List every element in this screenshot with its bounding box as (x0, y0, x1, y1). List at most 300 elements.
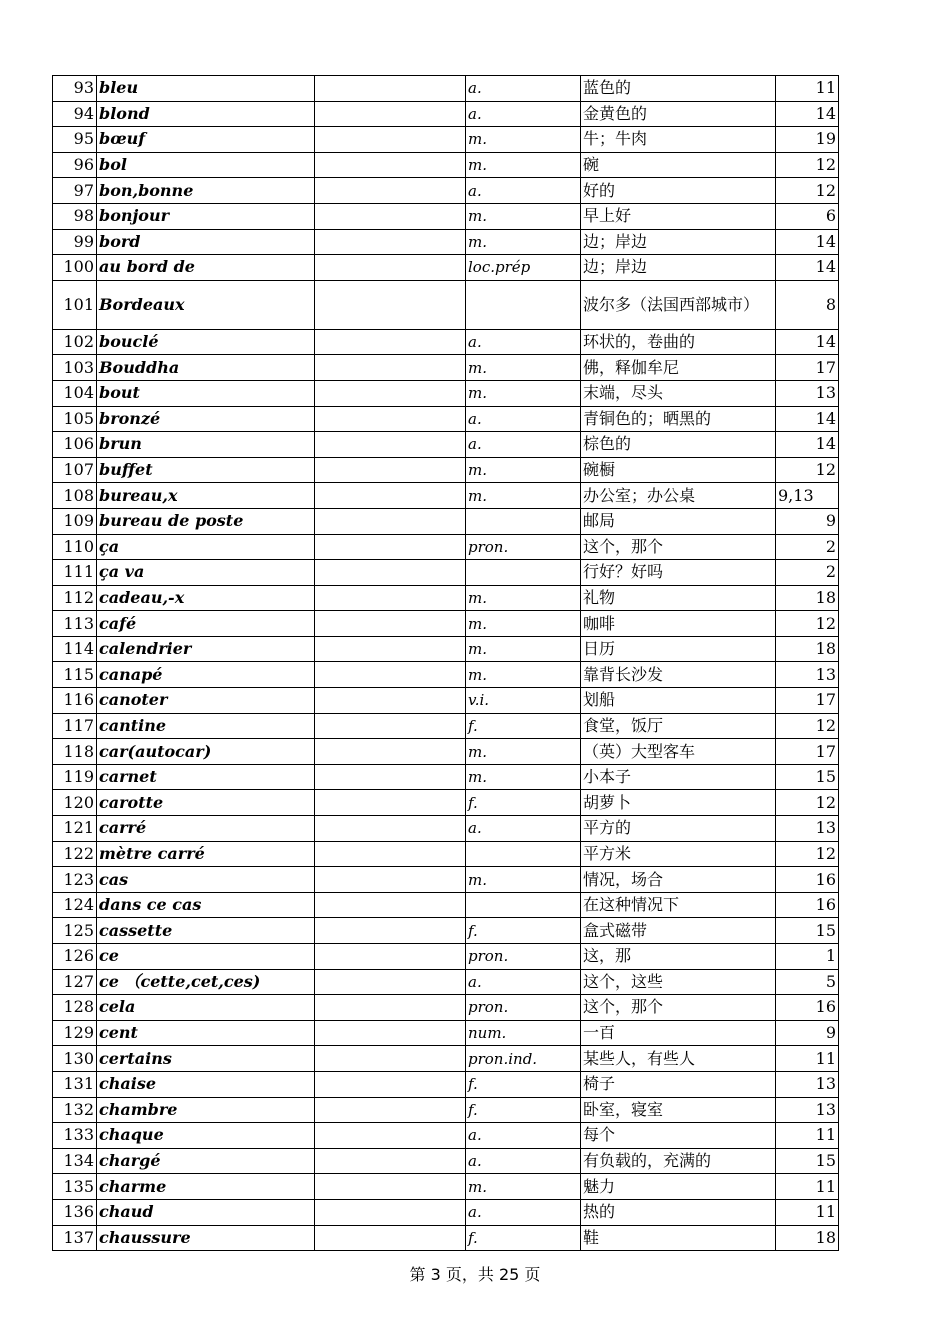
french-word: dans ce cas (97, 892, 315, 918)
part-of-speech (466, 280, 581, 329)
french-word: certains (97, 1046, 315, 1072)
lesson-number: 9 (776, 508, 839, 534)
entry-number: 126 (53, 944, 97, 970)
entry-number: 99 (53, 229, 97, 255)
part-of-speech (466, 508, 581, 534)
chinese-meaning: 鞋 (581, 1225, 776, 1251)
blank-cell (315, 229, 466, 255)
french-word: ça va (97, 560, 315, 586)
part-of-speech: pron. (466, 995, 581, 1021)
lesson-number: 11 (776, 1123, 839, 1149)
french-word: bouclé (97, 329, 315, 355)
lesson-number: 13 (776, 662, 839, 688)
lesson-number: 12 (776, 713, 839, 739)
lesson-number: 12 (776, 178, 839, 204)
lesson-number: 5 (776, 969, 839, 995)
part-of-speech: a. (466, 432, 581, 458)
chinese-meaning: 这个，这些 (581, 969, 776, 995)
french-word: bureau de poste (97, 508, 315, 534)
chinese-meaning: 平方的 (581, 816, 776, 842)
lesson-number: 12 (776, 152, 839, 178)
chinese-meaning: 平方米 (581, 841, 776, 867)
lesson-number: 18 (776, 1225, 839, 1251)
table-row (53, 1174, 839, 1200)
lesson-number: 17 (776, 739, 839, 765)
lesson-number: 11 (776, 1199, 839, 1225)
french-word: cadeau,-x (97, 585, 315, 611)
blank-cell (315, 127, 466, 153)
table-row (53, 255, 839, 281)
chinese-meaning: 热的 (581, 1199, 776, 1225)
part-of-speech: m. (466, 380, 581, 406)
table-row (53, 1148, 839, 1174)
french-word: bureau,x (97, 483, 315, 509)
chinese-meaning: 椅子 (581, 1071, 776, 1097)
chinese-meaning: 日历 (581, 636, 776, 662)
table-row (53, 280, 839, 329)
entry-number: 111 (53, 560, 97, 586)
blank-cell (315, 76, 466, 102)
blank-cell (315, 355, 466, 381)
part-of-speech: m. (466, 764, 581, 790)
french-word: chaise (97, 1071, 315, 1097)
french-word: bol (97, 152, 315, 178)
entry-number: 94 (53, 101, 97, 127)
blank-cell (315, 1123, 466, 1149)
table-row (53, 662, 839, 688)
lesson-number: 9,13 (776, 483, 839, 509)
french-word: blond (97, 101, 315, 127)
lesson-number: 2 (776, 560, 839, 586)
part-of-speech: m. (466, 483, 581, 509)
chinese-meaning: 礼物 (581, 585, 776, 611)
lesson-number: 12 (776, 611, 839, 637)
chinese-meaning: 这个，那个 (581, 995, 776, 1021)
table-row (53, 944, 839, 970)
table-row (53, 1020, 839, 1046)
entry-number: 133 (53, 1123, 97, 1149)
blank-cell (315, 1097, 466, 1123)
lesson-number: 9 (776, 1020, 839, 1046)
part-of-speech: f. (466, 1225, 581, 1251)
table-row (53, 969, 839, 995)
french-word: café (97, 611, 315, 637)
entry-number: 102 (53, 329, 97, 355)
french-word: cela (97, 995, 315, 1021)
chinese-meaning: 碗橱 (581, 457, 776, 483)
entry-number: 131 (53, 1071, 97, 1097)
entry-number: 132 (53, 1097, 97, 1123)
chinese-meaning: 边；岸边 (581, 229, 776, 255)
chinese-meaning: 靠背长沙发 (581, 662, 776, 688)
part-of-speech: f. (466, 918, 581, 944)
blank-cell (315, 636, 466, 662)
entry-number: 117 (53, 713, 97, 739)
lesson-number: 1 (776, 944, 839, 970)
entry-number: 123 (53, 867, 97, 893)
entry-number: 124 (53, 892, 97, 918)
entry-number: 107 (53, 457, 97, 483)
table-row (53, 560, 839, 586)
chinese-meaning: 碗 (581, 152, 776, 178)
part-of-speech: m. (466, 355, 581, 381)
entry-number: 104 (53, 380, 97, 406)
table-row (53, 1097, 839, 1123)
french-word: bleu (97, 76, 315, 102)
vocabulary-table-body (53, 76, 839, 1251)
blank-cell (315, 203, 466, 229)
table-row (53, 127, 839, 153)
blank-cell (315, 892, 466, 918)
lesson-number: 17 (776, 688, 839, 714)
part-of-speech: a. (466, 1148, 581, 1174)
french-word: mètre carré (97, 841, 315, 867)
entry-number: 110 (53, 534, 97, 560)
blank-cell (315, 280, 466, 329)
lesson-number: 14 (776, 255, 839, 281)
lesson-number: 17 (776, 355, 839, 381)
blank-cell (315, 1174, 466, 1200)
french-word: au bord de (97, 255, 315, 281)
table-row (53, 152, 839, 178)
chinese-meaning: 在这种情况下 (581, 892, 776, 918)
entry-number: 95 (53, 127, 97, 153)
chinese-meaning: 棕色的 (581, 432, 776, 458)
blank-cell (315, 534, 466, 560)
blank-cell (315, 995, 466, 1021)
table-row (53, 841, 839, 867)
blank-cell (315, 483, 466, 509)
part-of-speech: pron.ind. (466, 1046, 581, 1072)
part-of-speech: m. (466, 127, 581, 153)
chinese-meaning: 波尔多（法国西部城市） (581, 280, 776, 329)
chinese-meaning: 小本子 (581, 764, 776, 790)
chinese-meaning: 某些人，有些人 (581, 1046, 776, 1072)
table-row (53, 76, 839, 102)
french-word: canapé (97, 662, 315, 688)
chinese-meaning: 划船 (581, 688, 776, 714)
french-word: bord (97, 229, 315, 255)
part-of-speech: m. (466, 636, 581, 662)
french-word: canoter (97, 688, 315, 714)
blank-cell (315, 508, 466, 534)
blank-cell (315, 432, 466, 458)
chinese-meaning: 邮局 (581, 508, 776, 534)
blank-cell (315, 944, 466, 970)
blank-cell (315, 790, 466, 816)
lesson-number: 15 (776, 918, 839, 944)
blank-cell (315, 457, 466, 483)
chinese-meaning: 末端，尽头 (581, 380, 776, 406)
chinese-meaning: 佛，释伽牟尼 (581, 355, 776, 381)
french-word: brun (97, 432, 315, 458)
french-word: chaussure (97, 1225, 315, 1251)
entry-number: 121 (53, 816, 97, 842)
table-row (53, 739, 839, 765)
lesson-number: 6 (776, 203, 839, 229)
french-word: carré (97, 816, 315, 842)
lesson-number: 12 (776, 457, 839, 483)
entry-number: 122 (53, 841, 97, 867)
part-of-speech: m. (466, 203, 581, 229)
blank-cell (315, 1199, 466, 1225)
entry-number: 130 (53, 1046, 97, 1072)
entry-number: 97 (53, 178, 97, 204)
chinese-meaning: 每个 (581, 1123, 776, 1149)
table-row (53, 892, 839, 918)
blank-cell (315, 1225, 466, 1251)
chinese-meaning: 青铜色的；晒黑的 (581, 406, 776, 432)
chinese-meaning: 金黄色的 (581, 101, 776, 127)
table-row (53, 406, 839, 432)
entry-number: 115 (53, 662, 97, 688)
blank-cell (315, 739, 466, 765)
french-word: calendrier (97, 636, 315, 662)
lesson-number: 18 (776, 585, 839, 611)
lesson-number: 14 (776, 329, 839, 355)
table-row (53, 534, 839, 560)
vocabulary-table (52, 75, 839, 1251)
entry-number: 127 (53, 969, 97, 995)
entry-number: 136 (53, 1199, 97, 1225)
table-row (53, 585, 839, 611)
table-row (53, 918, 839, 944)
french-word: carotte (97, 790, 315, 816)
entry-number: 129 (53, 1020, 97, 1046)
lesson-number: 18 (776, 636, 839, 662)
part-of-speech: loc.prép (466, 255, 581, 281)
blank-cell (315, 841, 466, 867)
table-row (53, 1199, 839, 1225)
table-row (53, 508, 839, 534)
french-word: cassette (97, 918, 315, 944)
entry-number: 108 (53, 483, 97, 509)
chinese-meaning: 早上好 (581, 203, 776, 229)
part-of-speech: a. (466, 406, 581, 432)
french-word: chaque (97, 1123, 315, 1149)
table-row (53, 713, 839, 739)
entry-number: 101 (53, 280, 97, 329)
part-of-speech: a. (466, 816, 581, 842)
french-word: chambre (97, 1097, 315, 1123)
lesson-number: 8 (776, 280, 839, 329)
entry-number: 112 (53, 585, 97, 611)
lesson-number: 13 (776, 380, 839, 406)
chinese-meaning: 盒式磁带 (581, 918, 776, 944)
french-word: bœuf (97, 127, 315, 153)
table-row (53, 611, 839, 637)
french-word: cas (97, 867, 315, 893)
chinese-meaning: 卧室，寝室 (581, 1097, 776, 1123)
entry-number: 134 (53, 1148, 97, 1174)
blank-cell (315, 688, 466, 714)
table-row (53, 867, 839, 893)
part-of-speech: f. (466, 1097, 581, 1123)
chinese-meaning: （英）大型客车 (581, 739, 776, 765)
table-row (53, 380, 839, 406)
part-of-speech: num. (466, 1020, 581, 1046)
lesson-number: 16 (776, 995, 839, 1021)
part-of-speech: a. (466, 329, 581, 355)
french-word: chargé (97, 1148, 315, 1174)
table-row (53, 790, 839, 816)
lesson-number: 15 (776, 764, 839, 790)
part-of-speech: m. (466, 1174, 581, 1200)
entry-number: 103 (53, 355, 97, 381)
lesson-number: 11 (776, 1174, 839, 1200)
lesson-number: 19 (776, 127, 839, 153)
blank-cell (315, 816, 466, 842)
blank-cell (315, 255, 466, 281)
french-word: carnet (97, 764, 315, 790)
chinese-meaning: 魅力 (581, 1174, 776, 1200)
entry-number: 119 (53, 764, 97, 790)
blank-cell (315, 1020, 466, 1046)
part-of-speech: m. (466, 739, 581, 765)
part-of-speech (466, 841, 581, 867)
blank-cell (315, 1046, 466, 1072)
part-of-speech: m. (466, 585, 581, 611)
part-of-speech: v.i. (466, 688, 581, 714)
chinese-meaning: 这，那 (581, 944, 776, 970)
french-word: bonjour (97, 203, 315, 229)
french-word: ce (97, 944, 315, 970)
french-word: bronzé (97, 406, 315, 432)
french-word: Bouddha (97, 355, 315, 381)
lesson-number: 2 (776, 534, 839, 560)
blank-cell (315, 918, 466, 944)
blank-cell (315, 560, 466, 586)
blank-cell (315, 406, 466, 432)
entry-number: 96 (53, 152, 97, 178)
table-row (53, 1071, 839, 1097)
chinese-meaning: 环状的，卷曲的 (581, 329, 776, 355)
part-of-speech: a. (466, 969, 581, 995)
lesson-number: 16 (776, 892, 839, 918)
part-of-speech: a. (466, 101, 581, 127)
part-of-speech: m. (466, 229, 581, 255)
part-of-speech: m. (466, 867, 581, 893)
table-row (53, 355, 839, 381)
blank-cell (315, 611, 466, 637)
part-of-speech: pron. (466, 534, 581, 560)
lesson-number: 12 (776, 841, 839, 867)
table-row (53, 178, 839, 204)
entry-number: 93 (53, 76, 97, 102)
blank-cell (315, 101, 466, 127)
lesson-number: 11 (776, 1046, 839, 1072)
table-row (53, 203, 839, 229)
part-of-speech: a. (466, 76, 581, 102)
entry-number: 105 (53, 406, 97, 432)
chinese-meaning: 牛；牛肉 (581, 127, 776, 153)
blank-cell (315, 713, 466, 739)
blank-cell (315, 585, 466, 611)
chinese-meaning: 蓝色的 (581, 76, 776, 102)
part-of-speech: f. (466, 713, 581, 739)
lesson-number: 14 (776, 101, 839, 127)
part-of-speech (466, 560, 581, 586)
chinese-meaning: 一百 (581, 1020, 776, 1046)
lesson-number: 11 (776, 76, 839, 102)
french-word: buffet (97, 457, 315, 483)
blank-cell (315, 662, 466, 688)
table-row (53, 101, 839, 127)
part-of-speech: m. (466, 662, 581, 688)
part-of-speech: m. (466, 457, 581, 483)
french-word: car(autocar) (97, 739, 315, 765)
chinese-meaning: 情况，场合 (581, 867, 776, 893)
chinese-meaning: 食堂，饭厅 (581, 713, 776, 739)
entry-number: 135 (53, 1174, 97, 1200)
table-row (53, 483, 839, 509)
chinese-meaning: 有负载的，充满的 (581, 1148, 776, 1174)
entry-number: 109 (53, 508, 97, 534)
entry-number: 114 (53, 636, 97, 662)
part-of-speech: m. (466, 611, 581, 637)
chinese-meaning: 好的 (581, 178, 776, 204)
table-row (53, 688, 839, 714)
table-row (53, 457, 839, 483)
part-of-speech: a. (466, 1123, 581, 1149)
french-word: bon,bonne (97, 178, 315, 204)
table-row (53, 764, 839, 790)
french-word: ce （cette,cet,ces) (97, 969, 315, 995)
table-row (53, 1225, 839, 1251)
lesson-number: 13 (776, 1071, 839, 1097)
lesson-number: 16 (776, 867, 839, 893)
blank-cell (315, 329, 466, 355)
chinese-meaning: 办公室；办公桌 (581, 483, 776, 509)
table-row (53, 229, 839, 255)
part-of-speech: pron. (466, 944, 581, 970)
blank-cell (315, 764, 466, 790)
entry-number: 106 (53, 432, 97, 458)
part-of-speech: f. (466, 1071, 581, 1097)
chinese-meaning: 咖啡 (581, 611, 776, 637)
lesson-number: 12 (776, 790, 839, 816)
blank-cell (315, 867, 466, 893)
page-footer: 第 3 页，共 25 页 (409, 1265, 541, 1284)
part-of-speech: f. (466, 790, 581, 816)
french-word: Bordeaux (97, 280, 315, 329)
part-of-speech: a. (466, 178, 581, 204)
lesson-number: 14 (776, 229, 839, 255)
table-row (53, 636, 839, 662)
table-row (53, 1046, 839, 1072)
entry-number: 98 (53, 203, 97, 229)
entry-number: 137 (53, 1225, 97, 1251)
blank-cell (315, 1148, 466, 1174)
chinese-meaning: 这个，那个 (581, 534, 776, 560)
french-word: cantine (97, 713, 315, 739)
lesson-number: 13 (776, 816, 839, 842)
blank-cell (315, 178, 466, 204)
part-of-speech (466, 892, 581, 918)
chinese-meaning: 胡萝卜 (581, 790, 776, 816)
french-word: bout (97, 380, 315, 406)
part-of-speech: a. (466, 1199, 581, 1225)
entry-number: 116 (53, 688, 97, 714)
blank-cell (315, 380, 466, 406)
table-row (53, 816, 839, 842)
chinese-meaning: 边；岸边 (581, 255, 776, 281)
entry-number: 118 (53, 739, 97, 765)
lesson-number: 14 (776, 432, 839, 458)
table-row (53, 329, 839, 355)
lesson-number: 15 (776, 1148, 839, 1174)
table-row (53, 995, 839, 1021)
